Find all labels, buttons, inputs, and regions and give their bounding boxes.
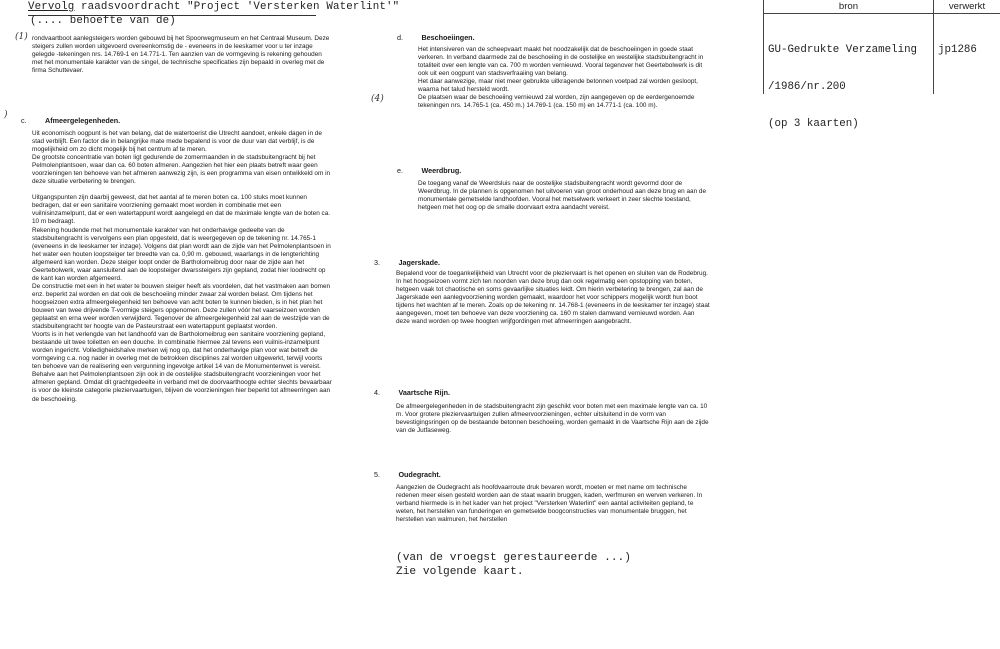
right-column <box>374 0 714 649</box>
section-3-label: 3. <box>374 258 380 267</box>
typed-footer <box>396 551 714 579</box>
section-5-title: Oudegracht. <box>398 470 441 479</box>
paragraph: Uit economisch oogpunt is het van belang, dat de watertoerist die Utrecht aandoet, enkele dagen in de stad verblijft. Een factor die in belangrijke mate mede bepalend is voor de duur van dat verblijf, is de mogelijkheid om zo dicht mogelijk bij het centrum af te meren. <box>32 130 322 154</box>
section-5-body: Aangezien de Oudegracht als hoofdvaarroute druk bevaren wordt, moeten er met name om technische redenen meer eisen gesteld worden aan de staat waarin bruggen, kaden, werfmuren en werven verkeren. In verband hiermede is in het kader van het project "Versterken Waterlint" een aantal activiteiten gepland, te weten, het herstellen van funderingen en gemetselde boogconstructies van monumentale bruggen, het herstellen van walmuren, het herstellen <box>396 484 703 524</box>
bron-value <box>768 20 933 142</box>
margin-mark-4: (4) <box>371 94 384 104</box>
verwerkt-header: verwerkt <box>948 1 986 12</box>
section-d-heading <box>374 27 714 45</box>
section-3-title: Jagerskade. <box>398 258 441 267</box>
bron-line-2: /1986/nr.200 <box>768 81 846 94</box>
typed-footer-line-1: (van de vroegst gerestaureerde ...) <box>396 552 631 564</box>
section-5-label: 5. <box>374 470 380 479</box>
section-e-heading <box>374 160 714 178</box>
typed-footer-line-2: Zie volgende kaart. <box>396 566 524 578</box>
bron-line-1: GU-Gedrukte Verzameling <box>768 44 918 57</box>
margin-mark-2: ) <box>4 110 8 120</box>
section-d-body <box>418 46 710 110</box>
section-c-label: c. <box>21 116 27 125</box>
title-rest: raadsvoordracht "Project 'Versterken Waterlint'" <box>74 1 400 13</box>
bron-line-3: (op 3 kaarten) <box>768 117 859 130</box>
paragraph: Behalve aan het Pelmolenplantsoen zijn ook in de oostelijke stadsbuitengracht voorzieningen voor het afmeren gepland. Omdat dit grachtgedeelte in verband met de doorvaarthoogte echter slechts bevaarbaar is voor de kleinste categorie pleziervaartuigen, blijven de voorzieningen hier beperkt tot afmeerringen aan de beschoeiing. <box>32 371 332 403</box>
paragraph: Voorts is in het verlengde van het landhoofd van de Bartholomeibrug een sanitaire voorziening gepland, bestaande uit twee toiletten en een douche. In combinatie hiermee zal tevens een vuilnis-inzamelpunt worden ingericht. Volledigheidshalve merken wij nog op, dat het onderhavige plan voor wat betreft de vormgeving c.a. nog nader in overleg met de betrokken disciplines zal worden uitgewerkt, terwijl voorts ten behoeve van de realisering een vergunning ingevolge artikel 14 van de Monumentenwet is vereist. <box>32 331 326 371</box>
paragraph: De constructie met een in het water te bouwen steiger heeft als voordelen, dat het vastmaken aan bomen enz. beperkt zal worden en dat ook de beschoeiing minder zwaar zal worden belast. Om tijdens het hoogseizoen extra afmeergelegenheid ten behoeve van acht boten te kunnen bieden, is in het plan het bouwen van twee drijvende T-vormige steigers opgenomen. Deze zullen vóór het vaarseizoen worden geplaatst en erna weer worden verwijderd. Tegenover de afmeergelegenheid zal aan de westzijde van de stadsbuitengracht ter hoogte van de Pasteurstraat een watertappunt geplaatst worden. <box>32 282 331 331</box>
section-e-label: e. <box>397 166 403 175</box>
paragraph: De plaatsen waar de beschoeiing vernieuwd zal worden, zijn aangegeven op de eerdergenoemde tekeningen nrs. 14.765-1 (ca. 450 m.) 14.769-1 (ca. 150 m) en 14.771-1 (ca. 100 m). <box>418 94 695 110</box>
section-4-label: 4. <box>374 388 380 397</box>
section-c-title: Afmeergelegenheden. <box>45 116 121 125</box>
section-c-heading <box>21 110 356 128</box>
section-c-body <box>32 130 332 404</box>
title-underlined-word: Vervolg <box>28 1 75 13</box>
section-5-heading <box>374 464 714 482</box>
section-4-body: De afmeergelegenheden in de stadsbuitengracht zijn geschikt voor boten met een maximale lengte van ca. 10 m. Voor grotere pleziervaartuigen zullen afmeervoorzieningen, echter uitsluitend in de vorm van bevestigingsringen op de bestaande betonnen beschoeiing, worden gemaakt in de Vaartsche Rijn aan de zijde van de Jutfaseweg. <box>396 403 709 435</box>
paragraph: Het daar aanwezige, maar niet meer gebruikte uitkragende betonnen voetpad zal worden gesloopt, waarna het talud hersteld wordt. <box>418 78 698 94</box>
paragraph: De grootste concentratie van boten ligt gedurende de zomermaanden in de stadsbuitengracht bij het Pelmolenplantsoen, waar dan ca. 60 boten afmeren. Aangezien het hier een plaats betreft waar geen voorzieningen ten behoeve van het afmeren aanwezig zijn, is een programma van eisen ontwikkeld om in deze situatie verbetering te brengen. <box>32 154 331 186</box>
section-d-title: Beschoeiingen. <box>421 33 475 42</box>
section-3-body: Bepalend voor de toegankelijkheid van Utrecht voor de pleziervaart is het openen en sluiten van de Rodebrug. In het hoogseizoen vormt zich ten noorden van deze brug dan ook regelmatig een opstopping van boten, hetgeen vaak tot chaotische en soms gevaarlijke situaties leidt. Om hierin verbetering te brengen, zal aan de Jagerskade een aanlegvoorziening worden gemaakt, waardoor het voor schippers mogelijk wordt hun boot tijdens het wachten af te meren. Zoals op de tekening nr. 14.768-1 (eveneens in de leeskamer ter inzage) staat aangegeven, moet ten behoeve van deze voorziening ca. 160 m stalen damwand vernieuwd worden. Aan deze wand worden op twee hoogten wrijfgordingen met afmeerringen aangebracht. <box>396 270 710 326</box>
intro-paragraph: rondvaartboot aanlegsteigers worden gebouwd bij het Spoorwegmuseum en het Centraal Museum. Deze steigers zullen worden uitgevoerd overeenkomstig de - eveneens in de leeskamer voor u ter inzage gelegde -tekeningen nrs. 14.769-1 en 14.771-1. Ten aanzien van de vormgeving is rekening gehouden met het monumentale karakter van de singel, de technische specificaties zijn bepaald in overleg met de firma Schuttevaer. <box>32 35 330 75</box>
paragraph: Uitgangspunten zijn daarbij geweest, dat het aantal af te meren boten ca. 100 stuks moet kunnen bedragen, dat er een sanitaire voorziening gemaakt moet worden in combinatie met een vuilnisinzamelpunt, dat er een watertappunt wordt aangelegd en dat de maximale lengte van de boten ca. 10 m bedraagt. <box>32 194 331 226</box>
box-left-border <box>763 0 764 94</box>
document-subtitle: (.... behoefte van de) <box>30 15 176 27</box>
bron-header: bron <box>838 1 859 12</box>
box-header-rule <box>763 13 1000 14</box>
section-e-title: Weerdbrug. <box>421 166 462 175</box>
verwerkt-value: jp1286 <box>938 44 977 56</box>
section-4-heading <box>374 382 714 400</box>
margin-mark-1: (1) <box>15 32 28 42</box>
section-4-title: Vaartsche Rijn. <box>398 388 450 397</box>
section-e-body: De toegang vanaf de Weerdsluis naar de oostelijke stadsbuitengracht wordt gevormd door de Weerdbrug. In de plannen is opgenomen het uitvoeren van groot onderhoud aan deze brug en aan de monumentale gemetselde landhoofden. Vooral het metselwerk verkeert in zeer slechte toestand, hetgeen met het oog op de smalle doorvaart extra aandacht vereist. <box>418 180 707 212</box>
left-column <box>21 0 356 649</box>
section-3-heading <box>374 252 714 270</box>
paragraph: Rekening houdende met het monumentale karakter van het onderhavige gedeelte van de stadsbuitengracht is vervolgens een plan opgesteld, dat is weergegeven op de tekening nr. 14.765-1 (eveneens in de leeskamer ter inzage). Volgens dat plan wordt aan de zijde van het Pelmolenplantsoen in het water een houten loopsteiger ter breedte van ca. 0,90 m. gebouwd, waarlangs in de lengterichting afgemeerd kan worden. Deze steiger loopt onder de Bartholomeibrug door naar de zijde aan het Geertebolwerk, waar aansluitend aan de loopsteiger dwarssteigers zijn gepland, zodat hier loodrecht op de kant kan worden afgemeerd. <box>32 226 331 282</box>
box-divider <box>933 0 934 94</box>
paragraph: Het intensiveren van de scheepvaart maakt het noodzakelijk dat de beschoeiingen in goede staat verkeren. In verband daarmede zal de beschoeiing in de oostelijke en westelijke stadsbuitengracht in totaliteit over een lengte van ca. 700 m worden vernieuwd. Vooral tegenover het Geertebolwerk is dit ook uit een oogpunt van stadsverfraaiing van belang. <box>418 46 704 78</box>
section-d-label: d. <box>397 33 403 42</box>
